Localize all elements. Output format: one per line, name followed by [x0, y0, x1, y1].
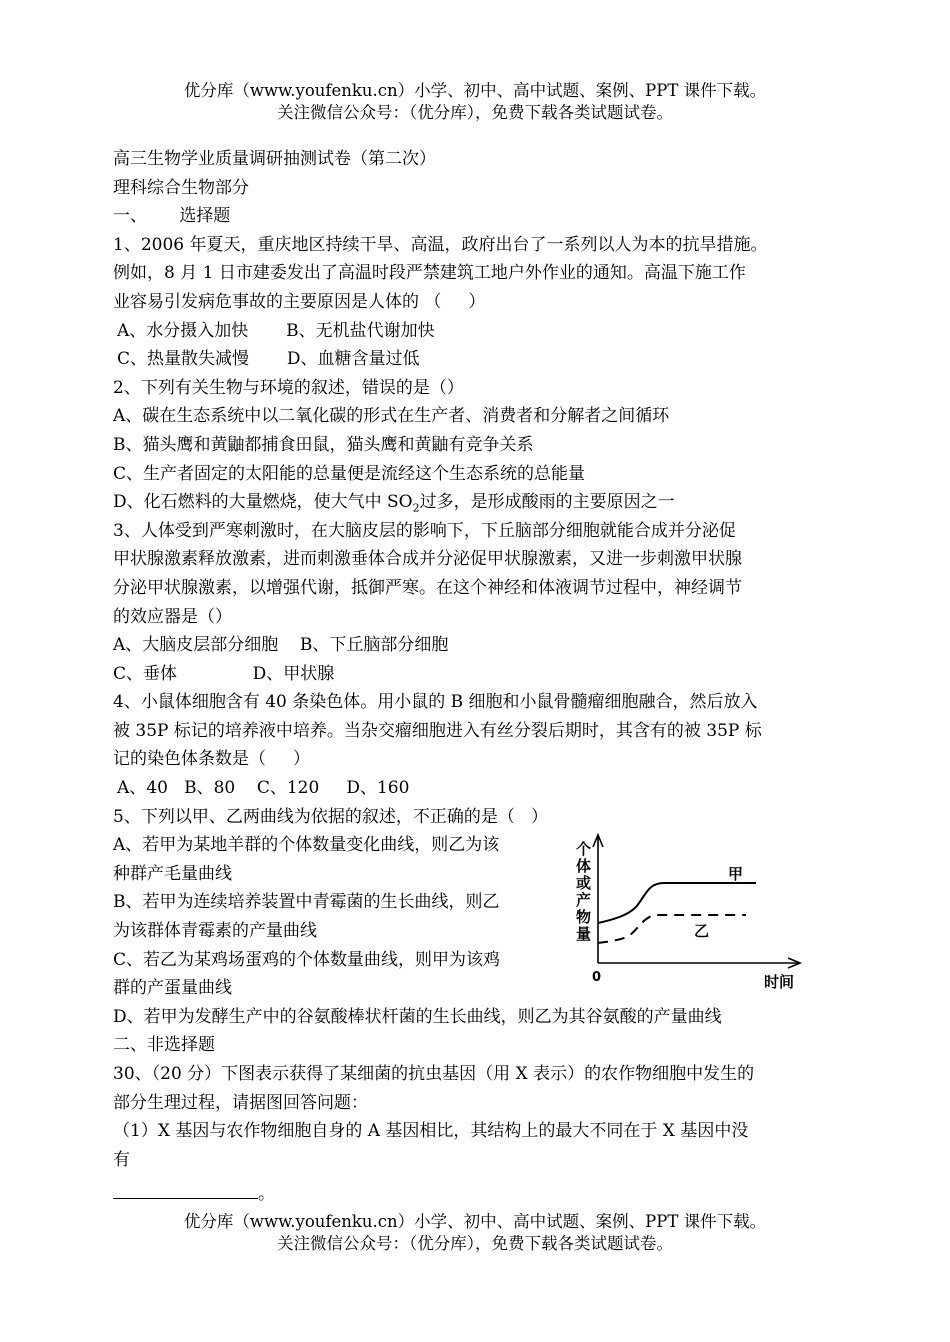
q4-line: 记的染色体条数是（ ） — [113, 749, 311, 770]
label-jia: 甲 — [727, 865, 743, 884]
x-label: 时间 — [763, 973, 794, 992]
label-yi: 乙 — [693, 922, 709, 941]
q2-d-sub: 2 — [412, 501, 420, 515]
curve-graph — [564, 831, 824, 1003]
q30-line: （1）X 基因与农作物细胞自身的 A 基因相比，其结构上的最大不同在于 X 基因中没 — [113, 1121, 749, 1142]
y-label-3: 或 — [575, 874, 591, 893]
q5-block — [113, 831, 843, 1003]
q5-stem: 5、下列以甲、乙两曲线为依据的叙述，不正确的是（ ） — [113, 806, 549, 827]
curve-yi — [598, 915, 746, 943]
q1-options-ab: A、水分摄入加快 B、无机盐代谢加快 — [117, 320, 435, 341]
q4-line: 被 35P 标记的培养液中培养。当杂交瘤细胞进入有丝分裂后期时，其含有的被 35P 标 — [113, 720, 762, 741]
origin-label: 0 — [591, 970, 601, 986]
q30-line: 30、（20 分）下图表示获得了某细菌的抗虫基因（用 X 表示）的农作物细胞中发生的 — [113, 1064, 755, 1084]
q5-figure — [564, 831, 843, 1003]
q1-line: 1、2006 年夏天，重庆地区持续干旱、高温，政府出台了一系列以人为本的抗旱措施。 — [113, 234, 768, 255]
q5-option-d: D、若甲为发酵生产中的谷氨酸棒状杆菌的生长曲线，则乙为其谷氨酸的产量曲线 — [113, 1006, 722, 1027]
q5-line: C、若乙为某鸡场蛋鸡的个体数量曲线，则甲为该鸡 — [113, 949, 501, 970]
q4-line: 4、小鼠体细胞含有 40 条染色体。用小鼠的 B 细胞和小鼠骨髓瘤细胞融合，然后放入 — [113, 692, 758, 713]
q4-options: A、40 B、80 C、120 D、160 — [117, 778, 410, 799]
y-label-6: 量 — [575, 925, 591, 944]
page-header — [0, 80, 950, 124]
q5-line: B、若甲为连续培养装置中青霉菌的生长曲线，则乙 — [113, 892, 500, 913]
q3-options-ab: A、大脑皮层部分细胞 B、下丘脑部分细胞 — [113, 635, 449, 656]
q3-options-cd: C、垂体 D、甲状腺 — [113, 663, 335, 684]
curve-jia — [598, 883, 756, 923]
q30-line: 有 — [113, 1149, 130, 1170]
q5-line: 为该群体青霉素的产量曲线 — [113, 921, 317, 942]
q5-options — [113, 831, 564, 1003]
q2-option-a: A、碳在生态系统中以二氧化碳的形式在生产者、消费者和分解者之间循环 — [113, 406, 670, 427]
exam-subtitle: 理科综合生物部分 — [113, 177, 249, 198]
exam-body — [113, 145, 843, 1209]
q2-d-post: 过多，是形成酸雨的主要原因之一 — [419, 492, 675, 513]
q1-options-cd: C、热量散失减慢 D、血糖含量过低 — [117, 349, 420, 370]
q5-line: 种群产毛量曲线 — [113, 863, 232, 884]
q2-option-c: C、生产者固定的太阳能的总量便是流经这个生态系统的总能量 — [113, 463, 586, 484]
page-footer — [0, 1211, 950, 1255]
header-line-1: 优分库（www.youfenku.cn）小学、初中、高中试题、案例、PPT 课件下载。 — [183, 81, 767, 100]
y-label-5: 物 — [575, 908, 591, 927]
q1-line: 例如，8 月 1 日市建委发出了高温时段严禁建筑工地户外作业的通知。高温下施工作 — [113, 263, 746, 284]
answer-blank-end: 。 — [258, 1184, 275, 1205]
y-label-2: 体 — [575, 857, 591, 876]
q2-d-pre: D、化石燃料的大量燃烧，使大气中 SO — [113, 492, 413, 513]
q30-line: 部分生理过程，请据图回答问题： — [113, 1092, 368, 1113]
y-label-1: 个 — [575, 840, 591, 859]
footer-line-1: 优分库（www.youfenku.cn）小学、初中、高中试题、案例、PPT 课件下载。 — [183, 1212, 767, 1231]
q3-line: 的效应器是（） — [113, 606, 232, 627]
footer-line-2: 关注微信公众号：（优分库），免费下载各类试题试卷。 — [277, 1234, 673, 1253]
section-heading-choice: 一、 选择题 — [113, 206, 231, 227]
y-label-4: 产 — [575, 891, 591, 910]
q1-line: 业容易引发病危事故的主要原因是人体的 （ ） — [113, 291, 486, 312]
q3-line: 分泌甲状腺激素，以增强代谢，抵御严寒。在这个神经和体液调节过程中，神经调节 — [113, 577, 742, 598]
q5-line: A、若甲为某地羊群的个体数量变化曲线，则乙为该 — [113, 835, 500, 856]
exam-title: 高三生物学业质量调研抽测试卷（第二次） — [113, 149, 436, 169]
q2-option-b: B、猫头鹰和黄鼬都捕食田鼠，猫头鹰和黄鼬有竞争关系 — [113, 434, 534, 455]
q2-option-d — [113, 488, 843, 517]
section-heading-nonchoice: 二、非选择题 — [113, 1035, 215, 1056]
q2-stem: 2、下列有关生物与环境的叙述，错误的是（） — [113, 377, 464, 398]
q5-line: 群的产蛋量曲线 — [113, 978, 232, 999]
q3-line: 甲状腺激素释放激素，进而刺激垂体合成并分泌促甲状腺激素，又进一步刺激甲状腺 — [113, 549, 742, 570]
q3-line: 3、人体受到严寒刺激时，在大脑皮层的影响下，下丘脑部分细胞就能合成并分泌促 — [113, 520, 736, 541]
q30-answer-line — [113, 1180, 843, 1209]
header-line-2: 关注微信公众号：（优分库），免费下载各类试题试卷。 — [277, 103, 673, 122]
answer-blank[interactable] — [113, 1182, 258, 1199]
